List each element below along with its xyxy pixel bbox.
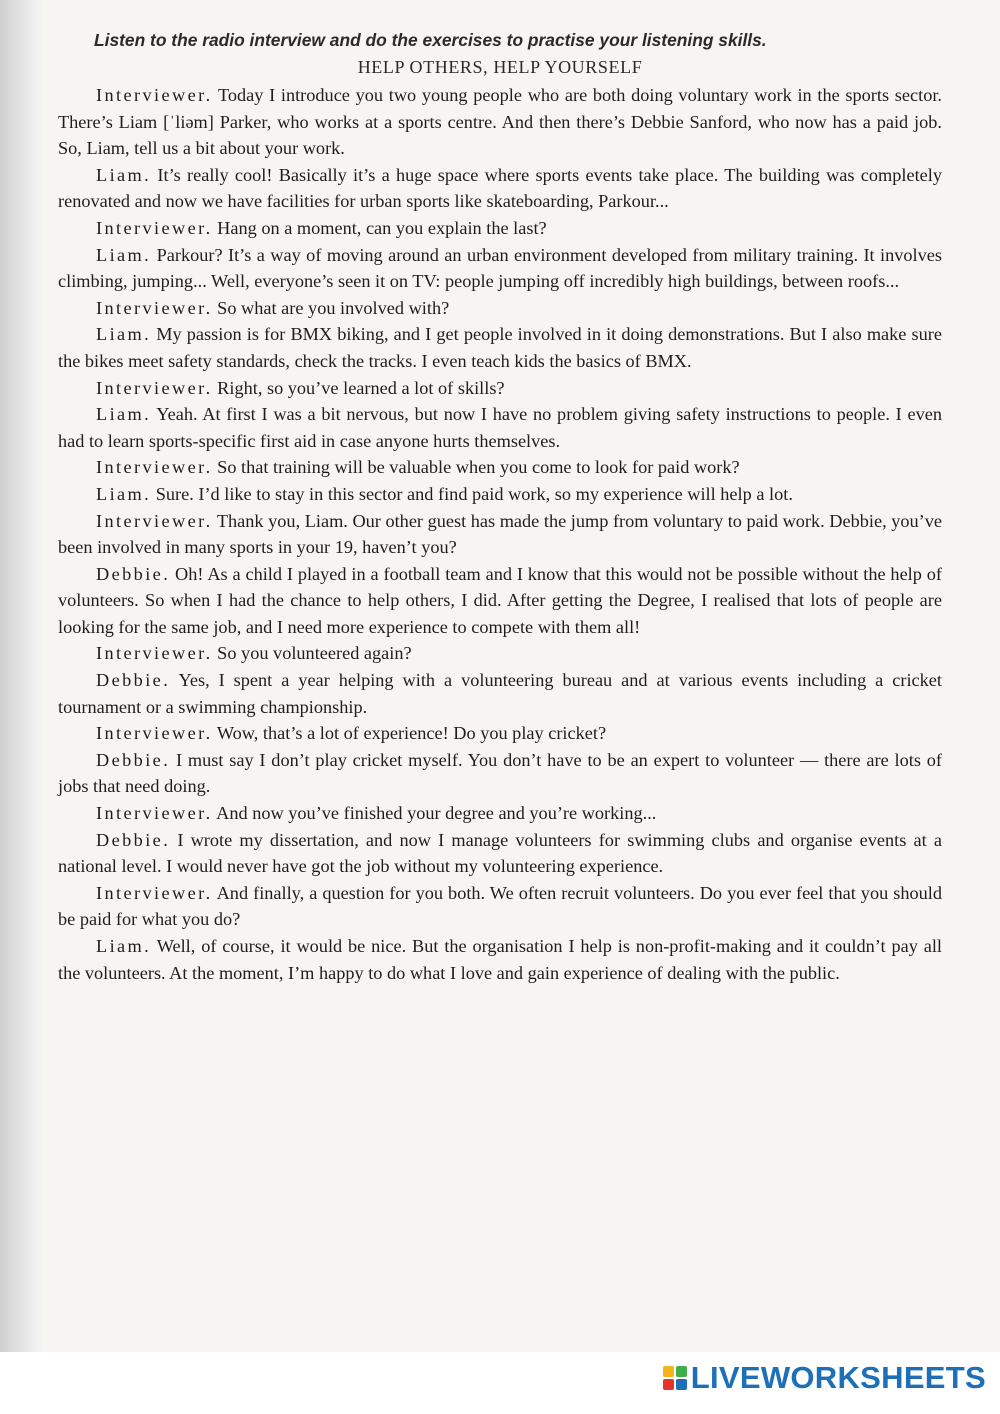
transcript-paragraph [58, 401, 942, 454]
speaker-label: Liam. [96, 483, 152, 504]
logo-square-blue [676, 1379, 687, 1390]
speech-text: So that training will be valuable when you come to look for paid work? [212, 457, 740, 478]
speech-text: Oh! As a child I played in a football team and I know that this would not be possible without the help of volunteers. So when I had the chance to help others, I did. After getting the Degree, I realised that lots of people are looking for the same job, and I need more experience to compete with them all! [58, 563, 942, 637]
speaker-label: Liam. [96, 164, 152, 185]
speech-text: Today I introduce you two young people who are both doing voluntary work in the sports sector. There’s Liam [ˈliəm] Parker, who works at a sports centre. And then there’s Debbie Sanford, who now has a paid job. So, Liam, tell us a bit about your work. [58, 85, 942, 159]
speech-text: Sure. I’d like to stay in this sector and find paid work, so my experience will help a lot. [151, 483, 793, 504]
transcript-paragraph [58, 747, 942, 800]
logo-square-yellow [663, 1366, 674, 1377]
speaker-label: Liam. [96, 936, 152, 956]
speech-text: Well, of course, it would be nice. But the organisation I help is non-profit-making and it couldn’t pay all the volunteers. At the moment, I’m happy to do what I love and gain experience of dealing with the public. [58, 936, 942, 983]
logo-square-red [663, 1379, 674, 1390]
interview-transcript [58, 82, 942, 986]
transcript-paragraph [58, 933, 942, 986]
liveworksheets-logo-text: LIVEWORKSHEETS [690, 1360, 986, 1395]
transcript-paragraph [58, 454, 942, 481]
transcript-paragraph [58, 667, 942, 720]
speaker-label: Liam. [96, 244, 152, 265]
speech-text: Hang on a moment, can you explain the last? [212, 217, 547, 238]
page-edge-shadow [0, 0, 44, 1352]
speaker-label: Liam. [96, 324, 152, 345]
speaker-label: Liam. [96, 404, 152, 425]
speaker-label: Debbie. [96, 563, 171, 584]
instruction-text: Listen to the radio interview and do the exercises to practise your listening skills. [94, 30, 767, 50]
transcript-paragraph [58, 827, 942, 880]
speech-text: It’s really cool! Basically it’s a huge space where sports events take place. The building was completely renovated and now we have facilities for urban sports like skateboarding, Parkour... [58, 164, 942, 212]
transcript-paragraph [58, 720, 942, 747]
speech-text: My passion is for BMX biking, and I get people involved in it doing demonstrations. But I also make sure the bikes meet safety standards, check the tracks. I even teach kids the basics of BMX. [58, 324, 942, 371]
transcript-paragraph [58, 82, 942, 162]
transcript-paragraph [58, 800, 942, 827]
speech-text: I wrote my dissertation, and now I manage volunteers for swimming clubs and organise events at a national level. I would never have got the job without my volunteering experience. [58, 829, 942, 877]
speech-text: So you volunteered again? [212, 643, 412, 664]
speech-text: Yeah. At first I was a bit nervous, but now I have no problem giving safety instructions to people. I even had to learn sports-specific first aid in case anyone hurts themselves. [58, 404, 942, 451]
liveworksheets-logo-icon [663, 1366, 687, 1390]
speaker-label: Interviewer. [96, 457, 213, 478]
speaker-label: Interviewer. [96, 377, 213, 398]
transcript-paragraph [58, 481, 942, 508]
transcript-paragraph [58, 880, 942, 933]
speaker-label: Interviewer. [96, 85, 213, 105]
speech-text: Right, so you’ve learned a lot of skills? [212, 377, 505, 398]
transcript-paragraph [58, 508, 942, 561]
speaker-label: Interviewer. [96, 297, 213, 318]
speaker-label: Debbie. [96, 829, 171, 850]
logo-square-green [676, 1366, 687, 1377]
transcript-paragraph [58, 375, 942, 402]
speech-text: Thank you, Liam. Our other guest has made the jump from voluntary to paid work. Debbie, you’ve been involved in many sports in your 19, haven’t you? [58, 510, 942, 558]
transcript-paragraph [58, 215, 942, 242]
speaker-label: Debbie. [96, 749, 171, 770]
transcript-paragraph [58, 162, 942, 215]
page-title: HELP OTHERS, HELP YOURSELF [357, 57, 643, 77]
speech-text: So what are you involved with? [212, 297, 450, 318]
speech-text: Wow, that’s a lot of experience! Do you play cricket? [212, 723, 607, 744]
transcript-paragraph [58, 321, 942, 374]
speaker-label: Interviewer. [96, 882, 213, 903]
footer-branding [663, 1360, 986, 1396]
speaker-label: Interviewer. [96, 723, 213, 744]
speaker-label: Interviewer. [96, 510, 213, 531]
transcript-paragraph [58, 242, 942, 295]
speaker-label: Debbie. [96, 670, 171, 691]
speaker-label: Interviewer. [96, 803, 213, 824]
transcript-paragraph [58, 295, 942, 322]
speech-text: Yes, I spent a year helping with a volunteering bureau and at various events including a cricket tournament or a swimming championship. [58, 670, 942, 717]
speech-text: Parkour? It’s a way of moving around an urban environment developed from military training. It involves climbing, jumping... Well, everyone’s seen it on TV: people jumping off incredibly high buildings, between roofs... [58, 244, 942, 292]
transcript-paragraph [58, 640, 942, 667]
speaker-label: Interviewer. [96, 643, 213, 664]
speech-text: And finally, a question for you both. We often recruit volunteers. Do you ever feel that you should be paid for what you do? [58, 882, 942, 930]
speech-text: I must say I don’t play cricket myself. You don’t have to be an expert to volunteer — there are lots of jobs that need doing. [58, 749, 942, 797]
transcript-paragraph [58, 561, 942, 641]
speech-text: And now you’ve finished your degree and you’re working... [212, 803, 657, 824]
page-content [58, 30, 942, 986]
speaker-label: Interviewer. [96, 217, 213, 238]
